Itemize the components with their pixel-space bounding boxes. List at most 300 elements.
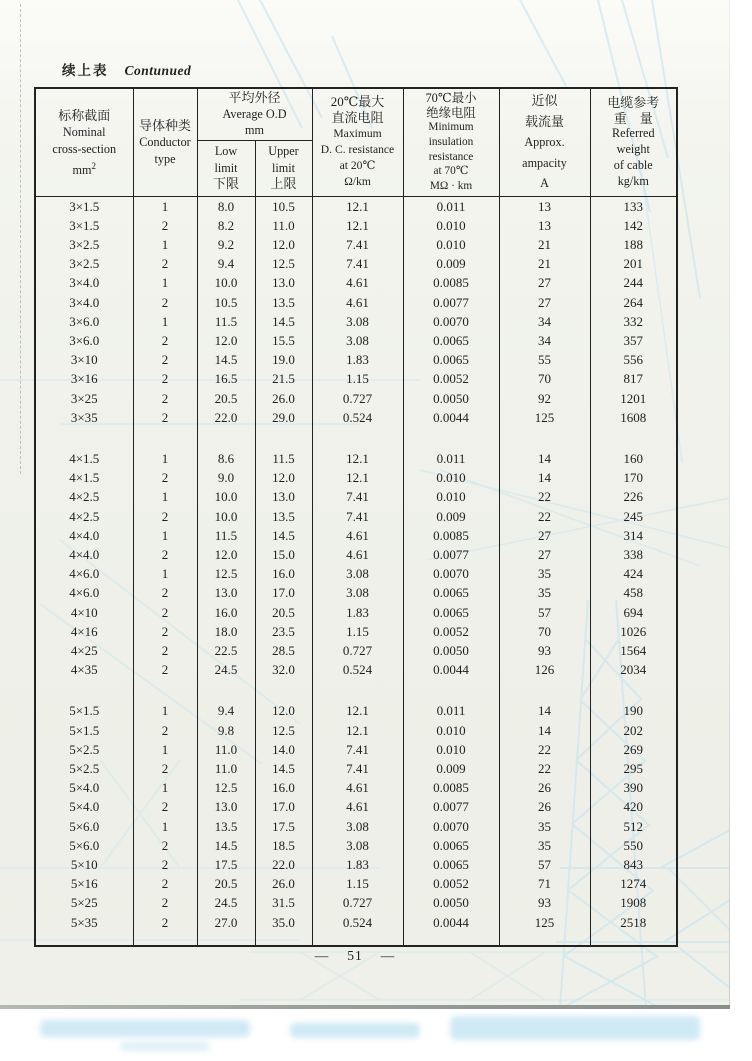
header-unit-mm2: $mm^2$ — [72, 161, 96, 178]
spacer-cell — [499, 679, 590, 701]
table-row — [35, 331, 677, 350]
spacer-cell — [197, 427, 255, 449]
table-cell: 1608 — [590, 408, 677, 427]
table-cell: 4.61 — [312, 778, 403, 797]
header-text: limit — [214, 160, 238, 175]
table-cell: 7.41 — [312, 740, 403, 759]
table-row — [35, 817, 677, 836]
table-cell: 5×16 — [35, 874, 133, 893]
continued-label-zh: 续上表 — [62, 63, 109, 78]
table-cell: 12.5 — [255, 721, 312, 740]
table-cell: 35 — [499, 836, 590, 855]
table-cell: 0.0065 — [403, 583, 499, 602]
table-cell: 9.4 — [197, 254, 255, 273]
table-cell: 21 — [499, 254, 590, 273]
spacer-cell — [312, 427, 403, 449]
bleed-through-smudge — [120, 1042, 210, 1051]
table-cell: 26 — [499, 778, 590, 797]
table-cell: 2 — [133, 331, 197, 350]
table-cell: 24.5 — [197, 660, 255, 679]
table-cell: 16.0 — [255, 778, 312, 797]
table-cell: 0.0070 — [403, 564, 499, 583]
table-cell: 0.0077 — [403, 293, 499, 312]
header-low-limit — [197, 140, 255, 196]
header-text: 重 量 — [613, 110, 653, 126]
header-text: at 70℃ — [433, 165, 469, 178]
table-cell: 14 — [499, 468, 590, 487]
table-cell: 4×1.5 — [35, 468, 133, 487]
table-continued-caption — [62, 59, 191, 80]
table-cell: 13.5 — [255, 293, 312, 312]
table-cell: 0.0065 — [403, 350, 499, 369]
header-text: type — [154, 151, 176, 166]
table-cell: 0.0065 — [403, 855, 499, 874]
table-row — [35, 913, 677, 932]
table-cell: 14.5 — [197, 836, 255, 855]
table-cell: 269 — [590, 740, 677, 759]
table-cell: 57 — [499, 855, 590, 874]
table-cell: 14.0 — [255, 740, 312, 759]
table-cell: 12.0 — [255, 468, 312, 487]
table-cell: 0.0052 — [403, 369, 499, 388]
table-cell: 10.0 — [197, 273, 255, 292]
table-cell: 4×10 — [35, 603, 133, 622]
table-cell: 1.83 — [312, 603, 403, 622]
table-cell: 22 — [499, 487, 590, 506]
table-cell: 27.0 — [197, 913, 255, 932]
table-cell: 71 — [499, 874, 590, 893]
spacer-cell — [133, 427, 197, 449]
table-cell: 244 — [590, 273, 677, 292]
table-cell: 35 — [499, 564, 590, 583]
table-cell: 26.0 — [255, 874, 312, 893]
header-unit: A — [540, 176, 549, 190]
table-cell: 12.1 — [312, 449, 403, 468]
table-cell: 7.41 — [312, 759, 403, 778]
table-row — [35, 468, 677, 487]
table-cell: 3×25 — [35, 389, 133, 408]
header-upper-limit — [255, 140, 312, 196]
table-row — [35, 622, 677, 641]
header-insulation-resistance — [403, 88, 499, 196]
table-cell: 2 — [133, 721, 197, 740]
table-cell: 5×1.5 — [35, 701, 133, 720]
table-cell: 1.15 — [312, 874, 403, 893]
table-cell: 2 — [133, 622, 197, 641]
table-cell: 190 — [590, 701, 677, 720]
bleed-through-smudge — [40, 1020, 250, 1037]
table-cell: 424 — [590, 564, 677, 583]
table-cell: 4×4.0 — [35, 526, 133, 545]
header-text: of cable — [613, 158, 653, 173]
header-text: 上限 — [270, 176, 297, 192]
table-cell: 4×6.0 — [35, 583, 133, 602]
spacer-cell — [312, 932, 403, 946]
table-cell: 0.010 — [403, 721, 499, 740]
table-cell: 21 — [499, 235, 590, 254]
table-cell: 55 — [499, 350, 590, 369]
table-cell: 24.5 — [197, 893, 255, 912]
table-cell: 14 — [499, 449, 590, 468]
header-text: 下限 — [212, 176, 239, 192]
table-row — [35, 254, 677, 273]
header-text: Referred — [611, 126, 655, 141]
table-cell: 0.727 — [312, 893, 403, 912]
table-cell: 8.0 — [197, 196, 255, 216]
table-cell: 12.5 — [255, 254, 312, 273]
table-cell: 4.61 — [312, 797, 403, 816]
header-text: at 20℃ — [339, 159, 376, 173]
table-cell: 817 — [590, 369, 677, 388]
table-row — [35, 874, 677, 893]
table-cell: 0.009 — [403, 254, 499, 273]
table-cell: 4.61 — [312, 293, 403, 312]
table-cell: 188 — [590, 235, 677, 254]
table-cell: 3×2.5 — [35, 254, 133, 273]
table-row — [35, 545, 677, 564]
table-cell: 10.0 — [197, 487, 255, 506]
table-cell: 27 — [499, 526, 590, 545]
table-cell: 4.61 — [312, 526, 403, 545]
table-cell: 0.010 — [403, 468, 499, 487]
table-cell: 2518 — [590, 913, 677, 932]
table-row — [35, 273, 677, 292]
table-cell: 9.0 — [197, 468, 255, 487]
table-cell: 1 — [133, 701, 197, 720]
table-cell: 4×16 — [35, 622, 133, 641]
table-cell: 3×6.0 — [35, 312, 133, 331]
table-cell: 5×35 — [35, 913, 133, 932]
section-spacer-row — [35, 679, 677, 701]
table-cell: 34 — [499, 331, 590, 350]
table-cell: 15.0 — [255, 545, 312, 564]
table-cell: 4×2.5 — [35, 487, 133, 506]
header-text: mm — [245, 123, 264, 138]
table-cell: 4.61 — [312, 545, 403, 564]
table-cell: 4×25 — [35, 641, 133, 660]
table-row — [35, 487, 677, 506]
header-ampacity — [499, 88, 590, 196]
table-cell: 11.5 — [255, 449, 312, 468]
header-text: 直流电阻 — [331, 110, 384, 126]
table-cell: 13.0 — [197, 797, 255, 816]
header-text: ampacity — [522, 155, 567, 170]
table-row — [35, 797, 677, 816]
table-row — [35, 701, 677, 720]
spacer-cell — [590, 679, 677, 701]
table-cell: 5×25 — [35, 893, 133, 912]
table-row — [35, 216, 677, 235]
table-row — [35, 507, 677, 526]
table-cell: 0.0070 — [403, 312, 499, 331]
table-cell: 16.5 — [197, 369, 255, 388]
table-cell: 17.5 — [255, 817, 312, 836]
table-cell: 0.0065 — [403, 836, 499, 855]
table-cell: 550 — [590, 836, 677, 855]
table-cell: 0.0085 — [403, 273, 499, 292]
table-cell: 32.0 — [255, 660, 312, 679]
table-cell: 202 — [590, 721, 677, 740]
table-cell: 18.5 — [255, 836, 312, 855]
header-cable-weight — [590, 88, 677, 196]
spacer-cell — [197, 679, 255, 701]
table-cell: 1 — [133, 273, 197, 292]
table-cell: 12.0 — [197, 545, 255, 564]
table-cell: 13.5 — [197, 817, 255, 836]
table-cell: 5×4.0 — [35, 797, 133, 816]
table-cell: 11.0 — [197, 740, 255, 759]
table-cell: 0.010 — [403, 487, 499, 506]
table-cell: 5×1.5 — [35, 721, 133, 740]
table-cell: 160 — [590, 449, 677, 468]
table-cell: 13 — [499, 196, 590, 216]
table-cell: 20.5 — [255, 603, 312, 622]
table-cell: 5×4.0 — [35, 778, 133, 797]
header-text: Approx. — [524, 135, 565, 149]
table-cell: 3×1.5 — [35, 216, 133, 235]
table-cell: 2 — [133, 797, 197, 816]
header-conductor-type — [133, 88, 197, 196]
table-cell: 0.011 — [403, 701, 499, 720]
table-cell: 126 — [499, 660, 590, 679]
table-cell: 2 — [133, 408, 197, 427]
page-right-edge — [729, 0, 730, 1008]
table-cell: 10.5 — [255, 196, 312, 216]
table-cell: 15.5 — [255, 331, 312, 350]
table-cell: 4.61 — [312, 273, 403, 292]
table-cell: 17.5 — [197, 855, 255, 874]
table-cell: 0.0044 — [403, 913, 499, 932]
table-cell: 12.0 — [255, 235, 312, 254]
table-cell: 22 — [499, 507, 590, 526]
table-cell: 1 — [133, 778, 197, 797]
table-row — [35, 641, 677, 660]
table-cell: 4×4.0 — [35, 545, 133, 564]
table-row — [35, 293, 677, 312]
table-cell: 142 — [590, 216, 677, 235]
table-cell: 22.0 — [197, 408, 255, 427]
header-unit: kg/km — [617, 173, 649, 188]
table-cell: 35 — [499, 583, 590, 602]
table-cell: 1 — [133, 449, 197, 468]
table-cell: 17.0 — [255, 797, 312, 816]
spacer-cell — [590, 932, 677, 946]
table-cell: 314 — [590, 526, 677, 545]
table-cell: 16.0 — [255, 564, 312, 583]
table-cell: 0.0085 — [403, 778, 499, 797]
table-row — [35, 312, 677, 331]
spacer-cell — [133, 679, 197, 701]
table-cell: 1 — [133, 235, 197, 254]
table-cell: 0.0050 — [403, 389, 499, 408]
table-cell: 12.1 — [312, 468, 403, 487]
table-row — [35, 449, 677, 468]
table-cell: 11.0 — [255, 216, 312, 235]
table-cell: 16.0 — [197, 603, 255, 622]
table-cell: 0.009 — [403, 759, 499, 778]
table-cell: 70 — [499, 369, 590, 388]
table-cell: 245 — [590, 507, 677, 526]
spacer-cell — [255, 932, 312, 946]
table-cell: 22 — [499, 740, 590, 759]
table-cell: 3.08 — [312, 331, 403, 350]
table-cell: 4×6.0 — [35, 564, 133, 583]
header-text: 平均外径 — [228, 90, 281, 106]
table-cell: 0.524 — [312, 913, 403, 932]
spacer-cell — [35, 427, 133, 449]
table-cell: 34 — [499, 312, 590, 331]
table-cell: 27 — [499, 545, 590, 564]
table-cell: 14.5 — [255, 759, 312, 778]
table-cell: 0.0065 — [403, 331, 499, 350]
table-cell: 18.0 — [197, 622, 255, 641]
table-row — [35, 759, 677, 778]
table-cell: 13.0 — [255, 487, 312, 506]
header-text: 20℃最大 — [330, 94, 385, 110]
table-cell: 12.1 — [312, 701, 403, 720]
bleed-through-smudge — [290, 1023, 420, 1038]
table-cell: 14.5 — [255, 526, 312, 545]
table-cell: 3.08 — [312, 836, 403, 855]
table-cell: 3.08 — [312, 312, 403, 331]
spacer-cell — [197, 932, 255, 946]
table-row — [35, 778, 677, 797]
table-cell: 93 — [499, 893, 590, 912]
table-cell: 12.0 — [255, 701, 312, 720]
page-number-dash-left: — — [314, 948, 330, 963]
table-cell: 70 — [499, 622, 590, 641]
table-cell: 8.6 — [197, 449, 255, 468]
table-cell: 5×2.5 — [35, 740, 133, 759]
header-text: resistance — [428, 150, 474, 163]
table-cell: 1.15 — [312, 622, 403, 641]
table-cell: 10.5 — [197, 293, 255, 312]
table-cell: 13 — [499, 216, 590, 235]
table-cell: 12.1 — [312, 196, 403, 216]
table-cell: 133 — [590, 196, 677, 216]
spacer-cell — [35, 679, 133, 701]
header-text: Average O.D — [222, 107, 287, 122]
spacer-cell — [255, 679, 312, 701]
table-cell: 5×6.0 — [35, 817, 133, 836]
table-row — [35, 893, 677, 912]
table-cell: 2 — [133, 660, 197, 679]
table-cell: 3.08 — [312, 583, 403, 602]
table-cell: 1908 — [590, 893, 677, 912]
table-cell: 0.0052 — [403, 622, 499, 641]
table-cell: 4×2.5 — [35, 507, 133, 526]
table-row — [35, 721, 677, 740]
table-cell: 2 — [133, 350, 197, 369]
table-cell: 2034 — [590, 660, 677, 679]
table-cell: 35.0 — [255, 913, 312, 932]
table-cell: 9.2 — [197, 235, 255, 254]
table-row — [35, 564, 677, 583]
table-cell: 2 — [133, 583, 197, 602]
table-cell: 0.0050 — [403, 641, 499, 660]
table-row — [35, 603, 677, 622]
table-cell: 0.0044 — [403, 408, 499, 427]
page-number — [34, 948, 676, 964]
table-cell: 2 — [133, 216, 197, 235]
table-cell: 9.8 — [197, 721, 255, 740]
header-text: 导体种类 — [138, 117, 191, 133]
table-cell: 12.1 — [312, 216, 403, 235]
table-cell: 2 — [133, 369, 197, 388]
table-cell: 12.5 — [197, 564, 255, 583]
header-text: Maximum — [333, 127, 382, 141]
table-cell: 13.5 — [255, 507, 312, 526]
table-cell: 295 — [590, 759, 677, 778]
table-cell: 12.5 — [197, 778, 255, 797]
table-cell: 7.41 — [312, 254, 403, 273]
table-cell: 2 — [133, 254, 197, 273]
table-cell: 31.5 — [255, 893, 312, 912]
header-text: 近似 — [531, 93, 558, 108]
table-cell: 0.0044 — [403, 660, 499, 679]
table-cell: 28.5 — [255, 641, 312, 660]
table-cell: 23.5 — [255, 622, 312, 641]
table-cell: 3×2.5 — [35, 235, 133, 254]
table-row — [35, 408, 677, 427]
table-cell: 0.0070 — [403, 817, 499, 836]
page-number-dash-right: — — [380, 948, 396, 963]
page-bottom-shadow — [0, 1005, 730, 1009]
header-text: D. C. resistance — [320, 143, 395, 157]
table-cell: 125 — [499, 408, 590, 427]
table-cell: 264 — [590, 293, 677, 312]
spacer-cell — [499, 932, 590, 946]
bottom-filler-row — [35, 932, 677, 946]
table-cell: 458 — [590, 583, 677, 602]
continued-label-en: Contunued — [124, 63, 192, 78]
table-cell: 11.0 — [197, 759, 255, 778]
table-cell: 2 — [133, 913, 197, 932]
table-cell: 11.5 — [197, 526, 255, 545]
header-text: 载流量 — [525, 113, 565, 129]
section-spacer-row — [35, 427, 677, 449]
table-cell: 1 — [133, 740, 197, 759]
table-cell: 0.524 — [312, 660, 403, 679]
header-average-od — [197, 88, 312, 140]
header-text: 标称截面 — [58, 108, 111, 124]
cable-spec-table — [34, 87, 678, 947]
table-cell: 2 — [133, 293, 197, 312]
table-cell: 338 — [590, 545, 677, 564]
table-cell: 420 — [590, 797, 677, 816]
table-cell: 1274 — [590, 874, 677, 893]
table-cell: 0.011 — [403, 449, 499, 468]
table-cell: 35 — [499, 817, 590, 836]
table-cell: 2 — [133, 855, 197, 874]
table-cell: 0.0050 — [403, 893, 499, 912]
table-row — [35, 855, 677, 874]
header-nominal-cross-section — [35, 88, 133, 196]
table-cell: 0.0052 — [403, 874, 499, 893]
table-cell: 7.41 — [312, 235, 403, 254]
table-cell: 5×6.0 — [35, 836, 133, 855]
header-text: Upper — [268, 144, 299, 159]
table-cell: 3×10 — [35, 350, 133, 369]
table-cell: 26 — [499, 797, 590, 816]
table-cell: 694 — [590, 603, 677, 622]
table-cell: 2 — [133, 836, 197, 855]
table-cell: 26.0 — [255, 389, 312, 408]
spacer-cell — [590, 427, 677, 449]
table-cell: 2 — [133, 759, 197, 778]
header-text: limit — [271, 160, 296, 175]
header-text: 70℃最小 — [425, 91, 477, 106]
